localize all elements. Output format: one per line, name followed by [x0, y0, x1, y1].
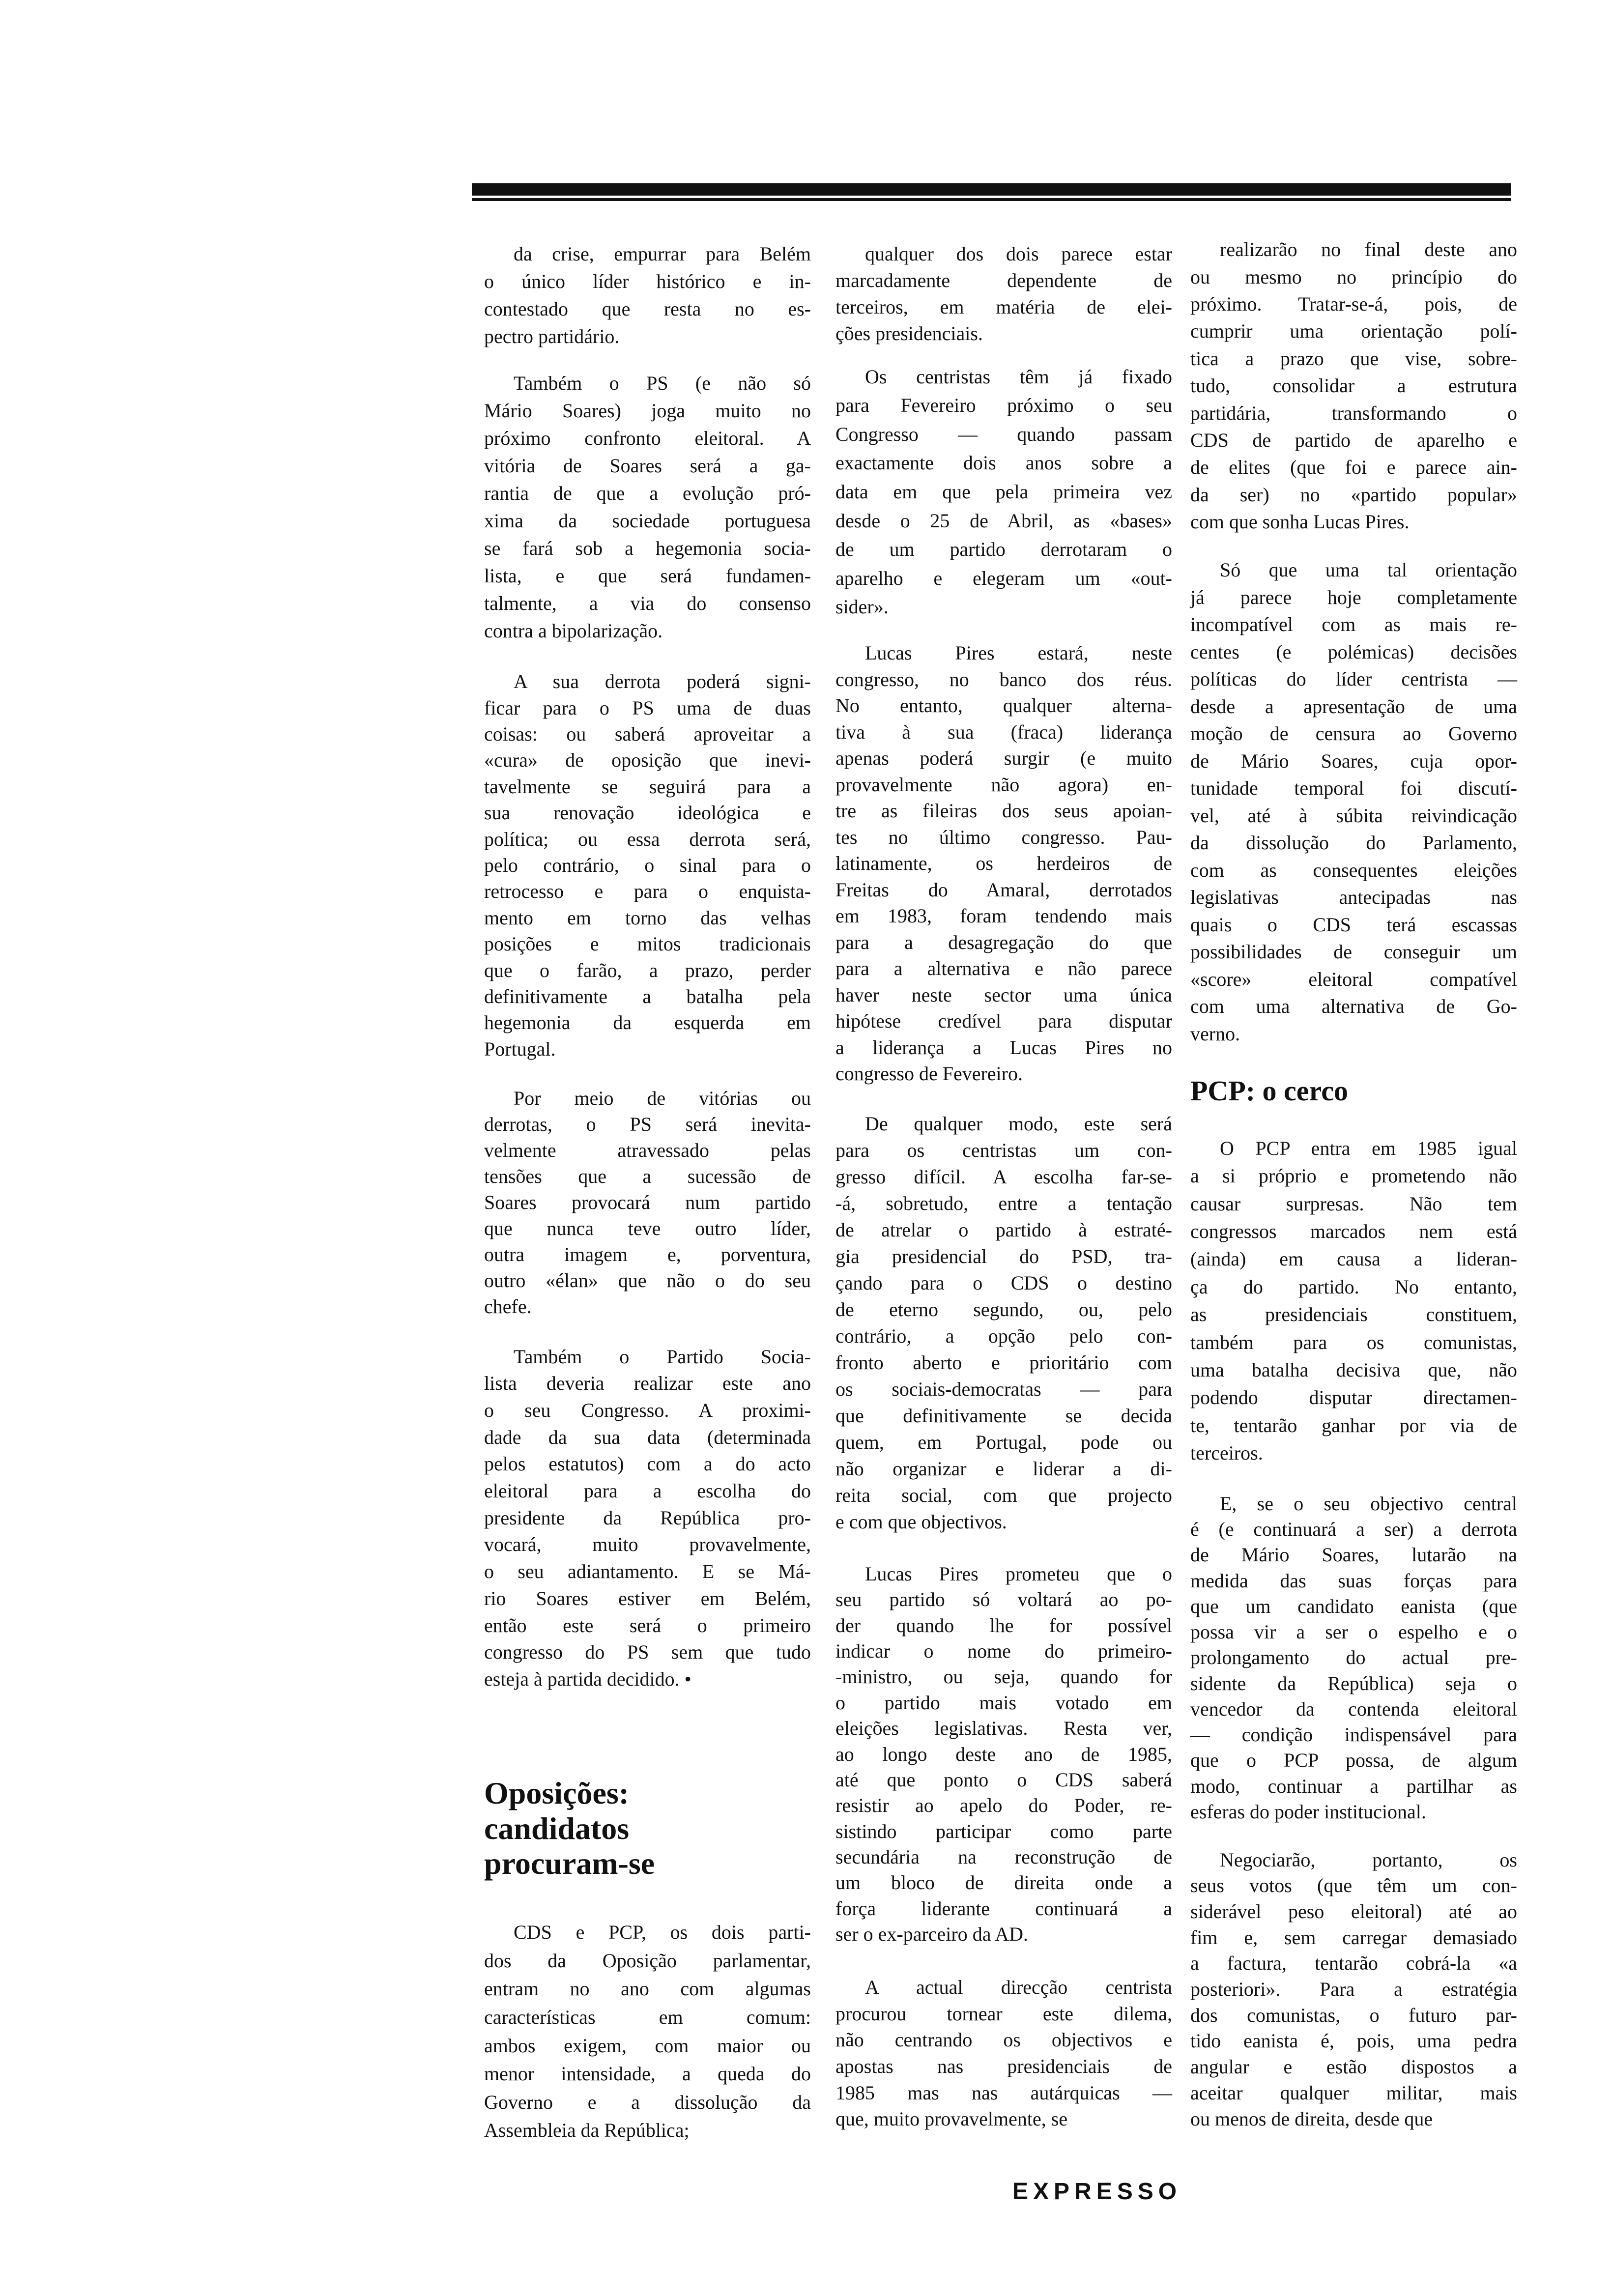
text-line: medida das suas forças para: [1190, 1569, 1517, 1592]
heading-line: PCP: o cerco: [1190, 1075, 1348, 1107]
text-line: rio Soares estiver em Belém,: [484, 1587, 811, 1609]
text-line: chefe.: [484, 1295, 532, 1318]
paragraph: [835, 1111, 1172, 1535]
text-line: (ainda) em causa a lideran-: [1190, 1248, 1517, 1270]
text-line: vocará, muito provavelmente,: [484, 1533, 811, 1556]
text-line: cumprir uma orientação polí-: [1190, 320, 1517, 343]
text-line: Negociarão, portanto, os: [1220, 1848, 1517, 1871]
text-line: fim e, sem carregar demasiado: [1190, 1926, 1517, 1949]
text-line: sistindo participar como parte: [835, 1820, 1172, 1842]
text-line: ou mesmo no princípio do: [1190, 265, 1517, 288]
text-line: modo, continuar a partilhar as: [1190, 1775, 1517, 1797]
text-line: para a alternativa e não parece: [835, 957, 1172, 980]
text-line: incompatível com as mais re-: [1190, 613, 1517, 636]
paragraph: [484, 240, 811, 350]
text-line: não centrando os objectivos e: [835, 2029, 1172, 2051]
text-line: de atrelar o partido à estraté-: [835, 1219, 1172, 1241]
text-line: da dissolução do Parlamento,: [1190, 832, 1517, 854]
text-line: presidente da República pro-: [484, 1506, 811, 1529]
text-line: de eterno segundo, ou, pelo: [835, 1298, 1172, 1320]
text-line: ou menos de direita, desde que: [1190, 2107, 1433, 2130]
text-line: contrário, a opção pelo con-: [835, 1325, 1172, 1347]
text-line: vitória de Soares será a ga-: [484, 455, 811, 477]
text-line: verno.: [1190, 1022, 1240, 1045]
text-line: apenas poderá surgir (e muito: [835, 747, 1172, 770]
text-line: vel, até à súbita reivindicação: [1190, 804, 1517, 827]
text-line: seu partido só voltará ao po-: [835, 1588, 1172, 1611]
text-line: desde a apresentação de uma: [1190, 695, 1517, 718]
text-line: provavelmente não agora) en-: [835, 773, 1172, 796]
text-line: outra imagem e, porventura,: [484, 1243, 811, 1265]
text-line: quais o CDS terá escassas: [1190, 913, 1517, 936]
text-line: Lucas Pires prometeu que o: [865, 1562, 1172, 1585]
text-line: A sua derrota poderá signi-: [514, 670, 811, 693]
text-line: uma batalha decisiva que, não: [1190, 1358, 1517, 1381]
paragraph: [1190, 236, 1517, 535]
paragraph: [484, 1344, 811, 1693]
text-line: De qualquer modo, este será: [865, 1113, 1172, 1135]
text-line: Soares provocará num partido: [484, 1191, 811, 1213]
text-line: Os centristas têm já fixado: [865, 365, 1172, 388]
text-line: Mário Soares) joga muito no: [484, 400, 811, 422]
text-line: com que sonha Lucas Pires.: [1190, 511, 1410, 533]
text-line: é (e continuará a ser) a derrota: [1190, 1518, 1517, 1541]
text-line: lista, e que será fundamen-: [484, 565, 811, 587]
text-line: dade da sua data (determinada: [484, 1426, 811, 1448]
text-line: dos comunistas, o futuro par-: [1190, 2004, 1517, 2026]
text-line: da crise, empurrar para Belém: [514, 243, 811, 265]
text-line: da ser) no «partido popular»: [1190, 483, 1517, 506]
text-line: que, muito provavelmente, se: [835, 2108, 1068, 2130]
text-line: hipótese credível para disputar: [835, 1010, 1172, 1033]
text-line: marcadamente dependente de: [835, 269, 1172, 291]
text-line: para os centristas um con-: [835, 1139, 1172, 1161]
text-line: te, tentarão ganhar por via de: [1190, 1414, 1517, 1436]
text-line: coisas: ou saberá aproveitar a: [484, 723, 811, 746]
text-line: outro «élan» que não o do seu: [484, 1269, 811, 1292]
text-line: até que ponto o CDS saberá: [835, 1768, 1172, 1791]
text-line: tes no último congresso. Pau-: [835, 826, 1172, 848]
text-line: política; ou essa derrota será,: [484, 828, 811, 850]
text-line: çando para o CDS o destino: [835, 1272, 1172, 1294]
text-line: com uma alternativa de Go-: [1190, 995, 1517, 1018]
paragraph: [484, 370, 811, 645]
heading-line: candidatos: [484, 1810, 630, 1846]
text-line: CDS e PCP, os dois parti-: [514, 1921, 811, 1944]
text-line: de Mário Soares, lutarão na: [1190, 1544, 1517, 1566]
paragraph: [484, 1085, 811, 1320]
text-line: o único líder histórico e in-: [484, 270, 811, 292]
text-line: ções presidenciais.: [835, 322, 983, 344]
text-line: mento em torno das velhas: [484, 906, 811, 929]
text-line: secundária na reconstrução de: [835, 1846, 1172, 1868]
text-line: O PCP entra em 1985 igual: [1220, 1137, 1517, 1159]
text-line: rantia de que a evolução pró-: [484, 482, 811, 504]
text-line: «cura» de oposição que inevi-: [484, 749, 811, 772]
text-line: causar surpresas. Não tem: [1190, 1192, 1517, 1215]
text-line: esteja à partida decidido. •: [484, 1667, 691, 1690]
paragraph: [835, 640, 1172, 1087]
text-line: gresso difícil. A escolha far-se-: [835, 1166, 1172, 1188]
text-line: siderável peso eleitoral) até ao: [1190, 1900, 1517, 1923]
text-line: congresso do PS sem que tudo: [484, 1641, 811, 1664]
text-line: políticas do líder centrista —: [1190, 668, 1517, 690]
text-line: retrocesso e para o enquista-: [484, 880, 811, 903]
text-line: Só que uma tal orientação: [1220, 559, 1517, 581]
text-line: moção de censura ao Governo: [1190, 722, 1517, 745]
text-line: contestado que resta no es-: [484, 298, 811, 320]
text-line: pectro partidário.: [484, 325, 620, 347]
text-line: força liderante continuará a: [835, 1897, 1172, 1920]
text-line: pelo contrário, o sinal para o: [484, 854, 811, 877]
text-line: Governo e a dissolução da: [484, 2091, 811, 2113]
text-line: realizarão no final deste ano: [1220, 238, 1517, 261]
text-line: posteriori». Para a estratégia: [1190, 1978, 1517, 2001]
text-line: os sociais-democratas — para: [835, 1378, 1172, 1400]
text-line: pelos estatutos) com a do acto: [484, 1453, 811, 1475]
paragraph: [1190, 556, 1517, 1047]
text-line: E, se o seu objectivo central: [1220, 1492, 1517, 1515]
paragraph: [484, 1918, 811, 2145]
text-line: xima da sociedade portuguesa: [484, 510, 811, 532]
text-line: que definitivamente se decida: [835, 1405, 1172, 1427]
text-line: -ministro, ou seja, quando for: [835, 1665, 1172, 1688]
paragraph: [835, 363, 1172, 622]
text-line: — condição indispensável para: [1190, 1723, 1517, 1746]
text-line: quem, em Portugal, pode ou: [835, 1431, 1172, 1453]
text-line: tica a prazo que vise, sobre-: [1190, 347, 1517, 370]
text-line: congressos marcados nem está: [1190, 1220, 1517, 1242]
top-rule-thick: [472, 183, 1511, 196]
text-line: o partido mais votado em: [835, 1691, 1172, 1714]
text-line: um bloco de direita onde a: [835, 1871, 1172, 1894]
text-line: dos da Oposição parlamentar,: [484, 1949, 811, 1972]
text-line: menor intensidade, a queda do: [484, 2063, 811, 2085]
text-line: o seu Congresso. A proximi-: [484, 1399, 811, 1422]
text-line: desde o 25 de Abril, as «bases»: [835, 509, 1172, 532]
text-line: podendo disputar directamen-: [1190, 1386, 1517, 1409]
text-line: reita social, com que projecto: [835, 1484, 1172, 1506]
paragraph: [1190, 1847, 1517, 2132]
text-line: congresso de Fevereiro.: [835, 1062, 1023, 1085]
text-line: possibilidades de conseguir um: [1190, 941, 1517, 963]
text-line: gia presidencial do PSD, tra-: [835, 1245, 1172, 1267]
paragraph: [835, 1974, 1172, 2132]
text-line: tensões que a sucessão de: [484, 1165, 811, 1187]
text-line: próximo. Tratar-se-á, pois, de: [1190, 293, 1517, 316]
text-line: qualquer dos dois parece estar: [865, 243, 1172, 265]
text-line: que nunca teve outro líder,: [484, 1217, 811, 1239]
text-line: características em comum:: [484, 2006, 811, 2028]
text-line: congresso, no banco dos réus.: [835, 668, 1172, 690]
text-line: então este será o primeiro: [484, 1614, 811, 1636]
text-line: data em que pela primeira vez: [835, 481, 1172, 503]
text-line: terceiros, em matéria de elei-: [835, 296, 1172, 318]
text-line: tiva à sua (fraca) liderança: [835, 720, 1172, 743]
heading-line: procuram-se: [484, 1846, 655, 1881]
text-line: legislativas antecipadas nas: [1190, 886, 1517, 909]
text-line: Assembleia da República;: [484, 2119, 690, 2142]
paragraph: [1190, 1135, 1517, 1467]
text-line: se fará sob a hegemonia socia-: [484, 537, 811, 559]
text-line: para Fevereiro próximo o seu: [835, 394, 1172, 417]
text-line: de elites (que foi e parece ain-: [1190, 456, 1517, 479]
text-line: A actual direcção centrista: [865, 1976, 1172, 1999]
text-line: haver neste sector uma única: [835, 983, 1172, 1006]
paragraph: [835, 241, 1172, 347]
text-line: ambos exigem, com maior ou: [484, 2034, 811, 2057]
text-line: 1985 mas nas autárquicas —: [835, 2081, 1172, 2104]
text-line: «score» eleitoral compatível: [1190, 968, 1517, 990]
text-line: sider».: [835, 596, 889, 618]
text-line: entram no ano com algumas: [484, 1978, 811, 2000]
text-line: procurou tornear este dilema,: [835, 2002, 1172, 2025]
text-line: de Mário Soares, cuja opor-: [1190, 749, 1517, 772]
text-line: para a desagregação do que: [835, 931, 1172, 953]
section-heading: [1190, 1074, 1517, 1108]
text-line: hegemonia da esquerda em: [484, 1011, 811, 1034]
text-line: sidente da República) seja o: [1190, 1672, 1517, 1694]
text-line: ser o ex-parceiro da AD.: [835, 1923, 1029, 1946]
text-line: e com que objectivos.: [835, 1511, 1007, 1533]
text-line: velmente atravessado pelas: [484, 1139, 811, 1161]
text-line: aparelho e elegeram um «out-: [835, 567, 1172, 589]
text-line: a factura, tentarão cobrá-la «a: [1190, 1952, 1517, 1975]
paragraph: [835, 1561, 1172, 1948]
text-line: a si próprio e prometendo não: [1190, 1165, 1517, 1187]
text-line: seus votos (que têm um con-: [1190, 1874, 1517, 1897]
text-line: em 1983, foram tendendo mais: [835, 905, 1172, 927]
text-line: Freitas do Amaral, derrotados: [835, 878, 1172, 901]
text-line: tido eanista é, pois, uma pedra: [1190, 2030, 1517, 2052]
text-line: esferas do poder institucional.: [1190, 1800, 1426, 1823]
text-line: de um partido derrotaram o: [835, 538, 1172, 561]
text-line: derrotas, o PS será inevita-: [484, 1113, 811, 1135]
text-line: resistir ao apelo do Poder, re-: [835, 1794, 1172, 1817]
text-line: der quando lhe for possível: [835, 1614, 1172, 1636]
text-line: talmente, a via do consenso: [484, 592, 811, 614]
text-line: tre as fileiras dos seus apoian-: [835, 800, 1172, 822]
text-line: prolongamento do actual pre-: [1190, 1646, 1517, 1669]
text-line: que o farão, a prazo, perder: [484, 959, 811, 981]
text-line: Lucas Pires estará, neste: [865, 642, 1172, 664]
text-line: posições e mitos tradicionais: [484, 933, 811, 955]
text-line: já parece hoje completamente: [1190, 586, 1517, 608]
text-line: tavelmente se seguirá para a: [484, 775, 811, 798]
text-line: tunidade temporal foi discutí-: [1190, 777, 1517, 800]
text-line: Congresso — quando passam: [835, 423, 1172, 445]
text-line: centes (e polémicas) decisões: [1190, 640, 1517, 663]
text-line: exactamente dois anos sobre a: [835, 452, 1172, 474]
text-line: vencedor da contenda eleitoral: [1190, 1697, 1517, 1720]
text-line: terceiros.: [1190, 1442, 1263, 1464]
text-line: contra a bipolarização.: [484, 620, 663, 642]
paragraph: [1190, 1491, 1517, 1825]
text-line: possa vir a ser o espelho e o: [1190, 1621, 1517, 1643]
text-line: também para os comunistas,: [1190, 1331, 1517, 1353]
top-rule-thin: [472, 198, 1511, 201]
text-line: Por meio de vitórias ou: [514, 1087, 811, 1109]
text-line: com as consequentes eleições: [1190, 859, 1517, 881]
text-line: a liderança a Lucas Pires no: [835, 1036, 1172, 1059]
text-line: eleições legislativas. Resta ver,: [835, 1717, 1172, 1740]
text-line: que um candidato eanista (que: [1190, 1595, 1517, 1617]
text-line: as presidenciais constituem,: [1190, 1303, 1517, 1326]
text-line: o seu adiantamento. E se Má-: [484, 1560, 811, 1583]
text-line: apostas nas presidenciais de: [835, 2055, 1172, 2077]
text-line: ao longo deste ano de 1985,: [835, 1743, 1172, 1765]
text-line: próximo confronto eleitoral. A: [484, 427, 811, 449]
paragraph: [484, 668, 811, 1062]
text-line: Portugal.: [484, 1037, 556, 1060]
text-line: angular e estão dispostos a: [1190, 2056, 1517, 2078]
text-line: latinamente, os herdeiros de: [835, 852, 1172, 875]
text-line: indicar o nome do primeiro-: [835, 1639, 1172, 1662]
text-line: não organizar e liderar a di-: [835, 1458, 1172, 1480]
text-line: tudo, consolidar a estrutura: [1190, 374, 1517, 397]
text-line: No entanto, qualquer alterna-: [835, 694, 1172, 717]
text-line: definitivamente a batalha pela: [484, 985, 811, 1007]
text-line: que o PCP possa, de algum: [1190, 1749, 1517, 1772]
text-line: aceitar qualquer militar, mais: [1190, 2081, 1517, 2104]
text-line: ça do partido. No entanto,: [1190, 1275, 1517, 1298]
text-line: -á, sobretudo, entre a tentação: [835, 1192, 1172, 1214]
text-line: CDS de partido de aparelho e: [1190, 429, 1517, 452]
text-line: lista deveria realizar este ano: [484, 1372, 811, 1395]
text-line: partidária, transformando o: [1190, 402, 1517, 424]
text-line: Também o PS (e não só: [514, 372, 811, 394]
footer-publication-name: EXPRESSO: [1012, 2179, 1182, 2205]
section-heading: [484, 1776, 811, 1881]
heading-line: Oposições:: [484, 1776, 630, 1811]
text-line: ficar para o PS uma de duas: [484, 696, 811, 719]
text-line: eleitoral para a escolha do: [484, 1480, 811, 1502]
text-line: fronto aberto e prioritário com: [835, 1351, 1172, 1374]
text-line: sua renovação ideológica e: [484, 802, 811, 824]
text-line: Também o Partido Socia-: [514, 1345, 811, 1368]
